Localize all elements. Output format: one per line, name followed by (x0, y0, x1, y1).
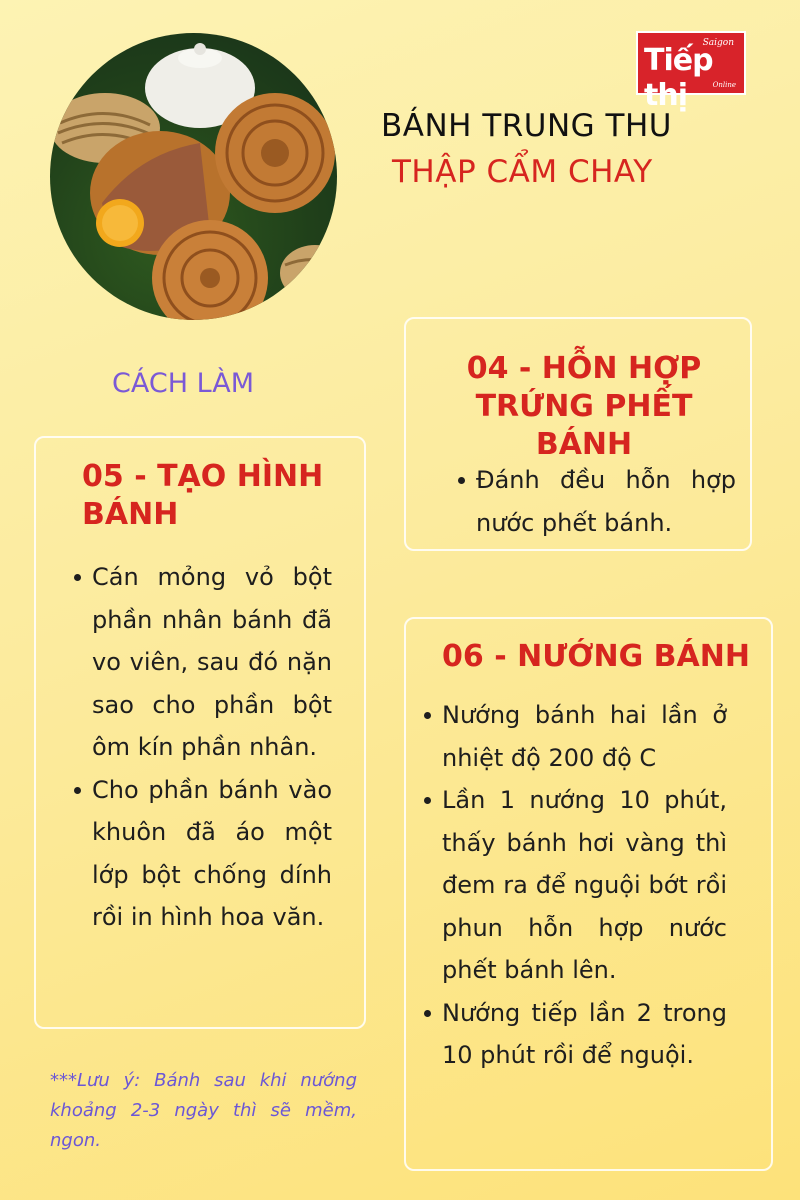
list-item: Nướng bánh hai lần ở nhiệt độ 200 độ C (422, 694, 727, 779)
step-card-05 (34, 436, 366, 1029)
step-heading: 05 - TẠO HÌNH BÁNH (82, 459, 324, 532)
step-card-06 (404, 617, 773, 1171)
list-item: Lần 1 nướng 10 phút, thấy bánh hơi vàng thì đem ra để nguội bớt rồi phun hỗn hợp nước phết bánh lên. (422, 779, 727, 992)
logo-sup-text: Saigon (702, 38, 734, 48)
step-heading: 06 - NƯỚNG BÁNH (442, 639, 750, 674)
logo-main-text: Tiếp thị (644, 43, 713, 113)
mooncake-illustration (50, 33, 337, 320)
list-item: Nướng tiếp lần 2 trong 10 phút rồi để nguội. (422, 992, 727, 1077)
step-list (456, 459, 736, 544)
logo-sub-text: Online (712, 81, 736, 89)
step-card-04 (404, 317, 752, 551)
list-item: Cho phần bánh vào khuôn đã áo một lớp bột chống dính rồi in hình hoa văn. (72, 769, 332, 939)
step-list (422, 694, 727, 1077)
list-item: Đánh đều hỗn hợp nước phết bánh. (456, 459, 736, 544)
tiep-thi-logo (636, 31, 746, 113)
step-list (72, 556, 332, 939)
list-item: Cán mỏng vỏ bột phần nhân bánh đã vo viên, sau đó nặn sao cho phần bột ôm kín phần nhân. (72, 556, 332, 769)
step-heading: 04 - HỖN HỢP TRỨNG PHẾT BÁNH (466, 351, 702, 462)
page-subtitle: THẬP CẨM CHAY (392, 154, 653, 190)
section-title: CÁCH LÀM (112, 368, 255, 399)
page-title: BÁNH TRUNG THU (381, 108, 672, 144)
mooncake-photo (50, 33, 337, 320)
note-text: ***Lưu ý: Bánh sau khi nướng khoảng 2-3 ngày thì sẽ mềm, ngon. (50, 1070, 357, 1151)
